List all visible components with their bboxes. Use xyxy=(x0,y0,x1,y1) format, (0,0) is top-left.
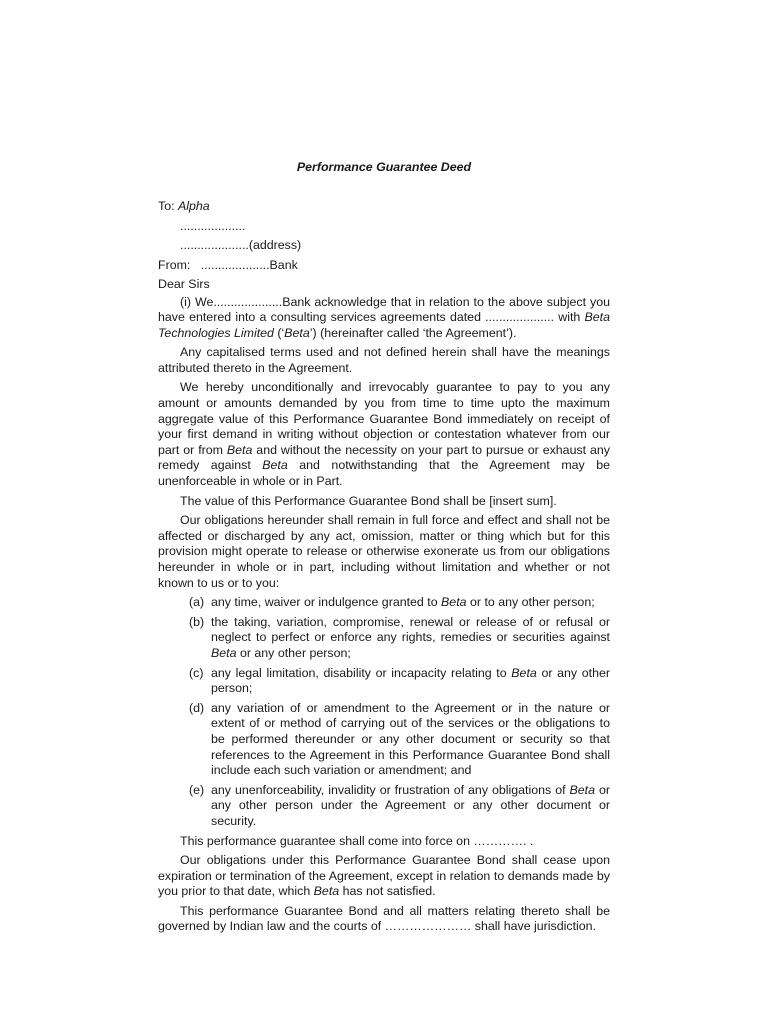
list-marker-d: (d) xyxy=(189,700,205,715)
address-block xyxy=(158,217,610,256)
from-line xyxy=(158,256,610,276)
list-item-e xyxy=(189,783,610,830)
paragraph-definitions: Any capitalised terms used and not defined herein shall have the meanings attributed thereto in the Agreement. xyxy=(158,345,610,375)
p3-text-c: and without the necessity on your part to pursue or exhaust any remedy against xyxy=(158,442,610,473)
list-marker-e: (e) xyxy=(189,782,205,797)
p3-beta-2: Beta xyxy=(262,458,288,473)
p1-text-a: (i) We....................Bank acknowledge that in relation to the above subject you have entered into a consulting services agreements dated .................... with xyxy=(158,294,610,325)
list-marker-c: (c) xyxy=(189,665,204,680)
list-text-e: any unenforceability, invalidity or frustration of any obligations of Beta or any other person under the Agreement or any other document or security. xyxy=(211,782,610,828)
from-label: From: xyxy=(158,257,191,272)
p1-company-name: Beta Technologies Limited xyxy=(158,310,610,340)
list-item-a xyxy=(189,595,610,611)
list-text-a: any time, waiver or indulgence granted to Beta or to any other person; xyxy=(211,595,595,610)
list-text-b: the taking, variation, compromise, renewal or release of or refusal or neglect to perfect or enforce any rights, remedies or securities against Beta or any other person; xyxy=(211,614,610,660)
paragraph-obligations: Our obligations hereunder shall remain in full force and effect and shall not be affected or discharged by any act, omission, matter or thing which but for this provision might operate to release or otherwise exonerate us from our obligations hereunder in whole or in part, including without limitation and whether or not known to us or to you: xyxy=(158,513,610,590)
addressee-name: Alpha xyxy=(177,199,210,213)
p1-text-c: (‘ xyxy=(273,325,285,340)
paragraph-value: The value of this Performance Guarantee Bond shall be [insert sum]. xyxy=(180,493,557,508)
document-page xyxy=(158,158,610,939)
p3-text-a: We hereby unconditionally and irrevocably guarantee to pay to you any amount or amounts demanded by you from time to time upto the maximum aggregate value of this Performance Guarantee Bond immediately on receipt of your first demand in writing without objection or contestation whatever from our part or from xyxy=(158,380,610,457)
p1-text-e: ’) (hereinafter called ‘the Agreement’). xyxy=(309,325,517,340)
address-line-1: ................... xyxy=(180,218,246,233)
list-text-d: any variation of or amendment to the Agreement or in the nature or extent of or method of carrying out of the services or the obligations to be performed thereunder or any other document or security so that references to the Agreement in this Performance Guarantee Bond shall include each such variation or amendment; and xyxy=(211,700,610,778)
addressee-line xyxy=(158,197,610,217)
p7-text-c: has not satisfied. xyxy=(339,884,436,899)
p7-text-a: Our obligations under this Performance Guarantee Bond shall cease upon expiration or termination of the Agreement, except in relation to demands made by you prior to that date, which xyxy=(158,853,610,899)
p1-beta: Beta xyxy=(284,325,310,340)
to-label: To: xyxy=(158,199,175,213)
paragraph-guarantee xyxy=(158,380,610,489)
p3-text-e: and notwithstanding that the Agreement may be unenforceable in whole or in Part. xyxy=(158,458,611,489)
list-marker-a: (a) xyxy=(189,595,205,610)
p7-beta: Beta xyxy=(313,884,340,899)
list-marker-b: (b) xyxy=(189,614,205,629)
obligations-list xyxy=(158,595,610,829)
list-text-c: any legal limitation, disability or incapacity relating to Beta or any other person; xyxy=(211,665,610,696)
from-value: ....................Bank xyxy=(200,257,298,272)
paragraph-governing-law: This performance Guarantee Bond and all matters relating thereto shall be governed by Indian law and the courts of ………………… shall have jurisdiction. xyxy=(158,903,610,934)
list-item-c xyxy=(189,666,610,697)
paragraph-cessation xyxy=(158,853,610,900)
p3-beta-1: Beta xyxy=(226,442,253,457)
list-item-b xyxy=(189,615,610,662)
paragraph-commencement: This performance guarantee shall come into force on …………. . xyxy=(180,833,534,848)
list-item-d xyxy=(189,701,610,779)
paragraph-acknowledgement xyxy=(158,295,610,342)
address-line-2: ....................(address) xyxy=(180,238,302,252)
salutation: Dear Sirs xyxy=(158,277,210,291)
document-title: Performance Guarantee Deed xyxy=(296,160,472,174)
